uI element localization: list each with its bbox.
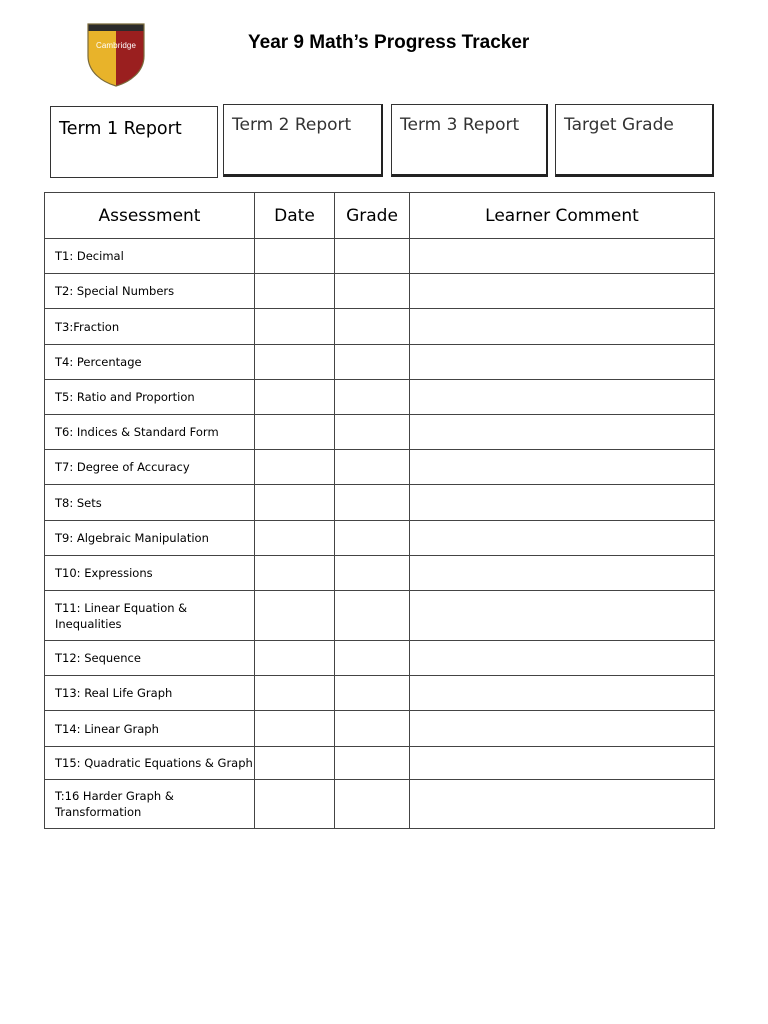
- date-cell[interactable]: [255, 556, 335, 591]
- comment-cell[interactable]: [410, 591, 715, 641]
- table-row: [45, 591, 715, 641]
- date-cell[interactable]: [255, 274, 335, 309]
- grade-cell[interactable]: [335, 485, 410, 521]
- grade-cell[interactable]: [335, 450, 410, 485]
- assessment-cell: T12: Sequence: [45, 641, 255, 676]
- term2-report-box: [223, 104, 383, 177]
- comment-cell[interactable]: [410, 780, 715, 829]
- date-cell[interactable]: [255, 380, 335, 415]
- grade-cell[interactable]: [335, 521, 410, 556]
- grade-cell[interactable]: [335, 380, 410, 415]
- grade-cell[interactable]: [335, 641, 410, 676]
- date-cell[interactable]: [255, 641, 335, 676]
- assessment-cell: T7: Degree of Accuracy: [45, 450, 255, 485]
- assessment-cell: T9: Algebraic Manipulation: [45, 521, 255, 556]
- grade-cell[interactable]: [335, 556, 410, 591]
- comment-cell[interactable]: [410, 485, 715, 521]
- grade-cell[interactable]: [335, 711, 410, 747]
- assessment-cell: T14: Linear Graph: [45, 711, 255, 747]
- assessment-cell: T3:Fraction: [45, 309, 255, 345]
- comment-cell[interactable]: [410, 345, 715, 380]
- term1-report-label: Term 1 Report: [59, 119, 182, 139]
- grade-cell[interactable]: [335, 415, 410, 450]
- comment-cell[interactable]: [410, 274, 715, 309]
- progress-table: [44, 192, 715, 829]
- grade-cell[interactable]: [335, 591, 410, 641]
- date-cell[interactable]: [255, 711, 335, 747]
- comment-cell[interactable]: [410, 711, 715, 747]
- table-row: [45, 380, 715, 415]
- table-row: [45, 556, 715, 591]
- assessment-cell: T15: Quadratic Equations & Graph: [45, 747, 255, 780]
- table-row: [45, 711, 715, 747]
- header-grade: Grade: [335, 193, 410, 239]
- school-crest-logo: [86, 22, 146, 88]
- table-row: [45, 747, 715, 780]
- logo-text: Cambridge: [95, 41, 137, 50]
- comment-cell[interactable]: [410, 747, 715, 780]
- date-cell[interactable]: [255, 345, 335, 380]
- date-cell[interactable]: [255, 309, 335, 345]
- date-cell[interactable]: [255, 747, 335, 780]
- crest-shield-icon: [86, 22, 146, 88]
- assessment-cell: T10: Expressions: [45, 556, 255, 591]
- header-learner-comment: Learner Comment: [410, 193, 715, 239]
- comment-cell[interactable]: [410, 239, 715, 274]
- grade-cell[interactable]: [335, 747, 410, 780]
- date-cell[interactable]: [255, 676, 335, 711]
- comment-cell[interactable]: [410, 641, 715, 676]
- table-row: [45, 415, 715, 450]
- date-cell[interactable]: [255, 450, 335, 485]
- date-cell[interactable]: [255, 591, 335, 641]
- header-date: Date: [255, 193, 335, 239]
- assessment-cell: T2: Special Numbers: [45, 274, 255, 309]
- term1-report-box: [50, 106, 218, 178]
- date-cell[interactable]: [255, 415, 335, 450]
- comment-cell[interactable]: [410, 676, 715, 711]
- grade-cell[interactable]: [335, 239, 410, 274]
- grade-cell[interactable]: [335, 345, 410, 380]
- term3-report-label: Term 3 Report: [400, 115, 520, 135]
- assessment-cell: T11: Linear Equation & Inequalities: [45, 591, 255, 641]
- assessment-cell: T1: Decimal: [45, 239, 255, 274]
- comment-cell[interactable]: [410, 309, 715, 345]
- table-row: [45, 345, 715, 380]
- table-row: [45, 450, 715, 485]
- assessment-cell: T8: Sets: [45, 485, 255, 521]
- comment-cell[interactable]: [410, 450, 715, 485]
- assessment-cell: T4: Percentage: [45, 345, 255, 380]
- grade-cell[interactable]: [335, 676, 410, 711]
- comment-cell[interactable]: [410, 415, 715, 450]
- table-row: [45, 521, 715, 556]
- table-row: [45, 780, 715, 829]
- comment-cell[interactable]: [410, 380, 715, 415]
- grade-cell[interactable]: [335, 780, 410, 829]
- header-assessment: Assessment: [45, 193, 255, 239]
- table-row: [45, 641, 715, 676]
- table-body: [45, 239, 715, 829]
- table-row: [45, 676, 715, 711]
- assessment-cell: T5: Ratio and Proportion: [45, 380, 255, 415]
- assessment-cell: T13: Real Life Graph: [45, 676, 255, 711]
- table-header-row: [45, 193, 715, 239]
- target-grade-box: [555, 104, 714, 177]
- grade-cell[interactable]: [335, 309, 410, 345]
- assessment-cell: T6: Indices & Standard Form: [45, 415, 255, 450]
- table-row: [45, 309, 715, 345]
- date-cell[interactable]: [255, 239, 335, 274]
- table-row: [45, 274, 715, 309]
- date-cell[interactable]: [255, 521, 335, 556]
- assessment-cell: T:16 Harder Graph & Transformation: [45, 780, 255, 829]
- date-cell[interactable]: [255, 780, 335, 829]
- target-grade-label: Target Grade: [564, 115, 674, 135]
- term3-report-box: [391, 104, 548, 177]
- comment-cell[interactable]: [410, 521, 715, 556]
- date-cell[interactable]: [255, 485, 335, 521]
- comment-cell[interactable]: [410, 556, 715, 591]
- grade-cell[interactable]: [335, 274, 410, 309]
- table-row: [45, 485, 715, 521]
- term2-report-label: Term 2 Report: [232, 115, 352, 135]
- page-title: Year 9 Math’s Progress Tracker: [248, 32, 530, 53]
- table-row: [45, 239, 715, 274]
